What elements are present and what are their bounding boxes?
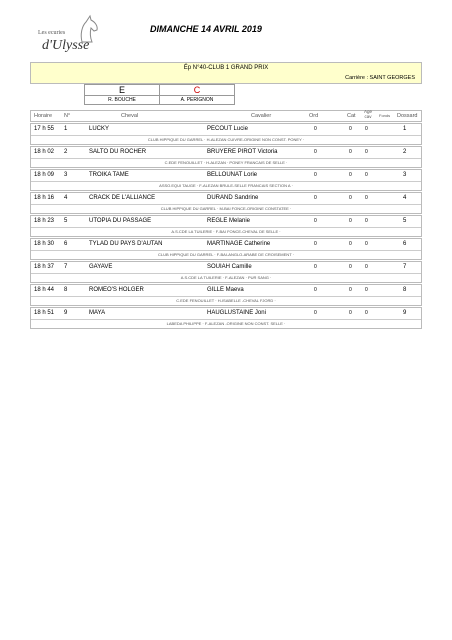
- jury-name-e: R. BOUCHE: [85, 96, 160, 105]
- header-age: Age cav: [363, 109, 372, 119]
- row-horaire: 18 h 51: [34, 310, 55, 316]
- header-dossard: Dossard: [397, 113, 418, 119]
- row-cavalier: REGLE Melanie: [207, 218, 251, 224]
- table-row: [30, 146, 422, 168]
- row-cat: 0: [349, 126, 352, 132]
- row-ord: 0: [314, 310, 317, 316]
- row-number: 5: [64, 218, 68, 224]
- row-ord: 0: [314, 218, 317, 224]
- row-divider: [31, 181, 421, 182]
- header-fonds: Fonds: [379, 113, 391, 118]
- row-number: 7: [64, 264, 68, 270]
- row-horaire: 18 h 09: [34, 172, 55, 178]
- row-cat: 0: [349, 264, 352, 270]
- row-horaire: 18 h 02: [34, 149, 55, 155]
- row-ord: 0: [314, 287, 317, 293]
- row-info: A.S.CDE LA TUILERIE · F-BAI FONCE-CHEVAL DE SELLE ·: [171, 229, 281, 234]
- header-n: N°: [64, 113, 71, 119]
- row-age: 0: [365, 195, 368, 201]
- row-cat: 0: [349, 310, 352, 316]
- row-horaire: 18 h 16: [34, 195, 55, 201]
- row-info: CLUB HIPPIQUE DU GARREL · H-ALEZAN CUIVRE-ORIGINE NON CONST. PONEY ·: [147, 137, 305, 142]
- horse-head-icon: [76, 14, 100, 44]
- row-ord: 0: [314, 172, 317, 178]
- row-dossard: 4: [403, 195, 407, 201]
- row-cavalier: HAUGLUSTAINE Joni: [207, 310, 266, 316]
- row-cat: 0: [349, 241, 352, 247]
- row-horaire: 17 h 55: [34, 126, 55, 132]
- row-age: 0: [365, 287, 368, 293]
- carriere-label: Carrière : SAINT GEORGES: [345, 75, 415, 81]
- row-number: 8: [64, 287, 68, 293]
- jury-letter-c: C: [160, 85, 235, 96]
- row-cheval: TYLAD DU PAYS D'AUTAN: [89, 241, 163, 247]
- row-horaire: 18 h 30: [34, 241, 55, 247]
- row-cat: 0: [349, 218, 352, 224]
- header-ord: Ord: [309, 113, 319, 119]
- table-header: [30, 110, 422, 122]
- logo-line2: d'Ulysse: [42, 38, 90, 53]
- row-ord: 0: [314, 264, 317, 270]
- row-cat: 0: [349, 149, 352, 155]
- row-divider: [31, 296, 421, 297]
- row-age: 0: [365, 264, 368, 270]
- row-dossard: 6: [403, 241, 407, 247]
- row-cavalier: PECOUT Lucie: [207, 126, 248, 132]
- table-row: [30, 284, 422, 306]
- row-ord: 0: [314, 149, 317, 155]
- row-number: 4: [64, 195, 68, 201]
- row-divider: [31, 250, 421, 251]
- logo: [38, 14, 100, 62]
- row-cheval: ROMEO'S HOLGER: [89, 287, 144, 293]
- row-number: 6: [64, 241, 68, 247]
- row-ord: 0: [314, 241, 317, 247]
- row-divider: [31, 204, 421, 205]
- row-horaire: 18 h 44: [34, 287, 55, 293]
- row-divider: [31, 227, 421, 228]
- table-row: [30, 169, 422, 191]
- row-age: 0: [365, 172, 368, 178]
- header-cat: Cat: [347, 113, 356, 119]
- row-dossard: 3: [403, 172, 407, 178]
- page-title: DIMANCHE 14 AVRIL 2019: [150, 24, 262, 34]
- table-row: [30, 238, 422, 260]
- row-cheval: UTOPIA DU PASSAGE: [89, 218, 152, 224]
- row-cheval: MAYA: [89, 310, 106, 316]
- row-divider: [31, 135, 421, 136]
- jury-name-c: A. PERIGNON: [160, 96, 235, 105]
- row-age: 0: [365, 310, 368, 316]
- row-info: LABEDA PHILIPPE · F-ALEZAN -ORIGINE NON CONST. SELLE ·: [166, 321, 286, 326]
- row-cat: 0: [349, 172, 352, 178]
- header-cavalier: Cavalier: [251, 113, 272, 119]
- row-cavalier: SOUIAH Camille: [207, 264, 252, 270]
- row-divider: [31, 319, 421, 320]
- row-cheval: CRACK DE L'ALLIANCE: [89, 195, 156, 201]
- row-info: ASSO.EQUI TAUGE · F-ALEZAN BRULE-SELLE FRANCAIS SECTION A ·: [159, 183, 293, 188]
- row-cavalier: BRUYERE PIROT Victoria: [207, 149, 278, 155]
- row-cheval: GAYAVE: [89, 264, 113, 270]
- header-horaire: Horaire: [34, 113, 53, 119]
- row-cat: 0: [349, 287, 352, 293]
- row-dossard: 2: [403, 149, 407, 155]
- row-info: C.EDE FENOUILLET · H-ISABELLE -CHEVAL FJORD ·: [176, 298, 276, 303]
- row-dossard: 9: [403, 310, 407, 316]
- row-info: CLUB HIPPIQUE DU GARREL · M-BAI FONCE-ORIGINE CONSTATEE ·: [160, 206, 292, 211]
- table-row: [30, 123, 422, 145]
- row-dossard: 8: [403, 287, 407, 293]
- row-divider: [31, 158, 421, 159]
- epreuve-title: Ép N°40-CLUB 1 GRAND PRIX: [183, 65, 269, 71]
- jury-letter-e: E: [85, 85, 160, 96]
- row-dossard: 1: [403, 126, 407, 132]
- logo-line1: Les ecuries: [38, 30, 66, 36]
- row-divider: [31, 273, 421, 274]
- row-cheval: LUCKY: [89, 126, 110, 132]
- row-age: 0: [365, 218, 368, 224]
- row-number: 1: [64, 126, 68, 132]
- row-horaire: 18 h 37: [34, 264, 55, 270]
- row-ord: 0: [314, 126, 317, 132]
- row-cat: 0: [349, 195, 352, 201]
- table-row: [30, 215, 422, 237]
- row-age: 0: [365, 241, 368, 247]
- row-cheval: SALTO DU ROCHER: [89, 149, 147, 155]
- row-cavalier: MARTINAGE Catherine: [207, 241, 271, 247]
- row-cavalier: GILLE Maeva: [207, 287, 244, 293]
- jury-table: [84, 84, 235, 105]
- epreuve-band: [30, 62, 422, 84]
- row-number: 3: [64, 172, 68, 178]
- header-cheval: Cheval: [121, 113, 139, 119]
- row-info: A.S.CDE LA TUILERIE · F-ALEZAN · PUR SANG ·: [180, 275, 272, 280]
- row-horaire: 18 h 23: [34, 218, 55, 224]
- row-cheval: TROIKA TAME: [89, 172, 129, 178]
- row-age: 0: [365, 149, 368, 155]
- row-info: C.EDE FENOUILLET · H-ALEZAN · PONEY FRANCAIS DE SELLE ·: [164, 160, 288, 165]
- row-info: CLUB HIPPIQUE DU GARREL · F-BAI-ANGLO-ARABE DE CROISEMENT ·: [157, 252, 295, 257]
- row-age: 0: [365, 126, 368, 132]
- row-number: 9: [64, 310, 68, 316]
- row-cavalier: DURAND Sandrine: [207, 195, 259, 201]
- row-cavalier: BELLOUNAT Lorie: [207, 172, 258, 178]
- table-row: [30, 192, 422, 214]
- table-row: [30, 261, 422, 283]
- row-dossard: 7: [403, 264, 407, 270]
- row-ord: 0: [314, 195, 317, 201]
- row-number: 2: [64, 149, 68, 155]
- row-dossard: 5: [403, 218, 407, 224]
- table-row: [30, 307, 422, 329]
